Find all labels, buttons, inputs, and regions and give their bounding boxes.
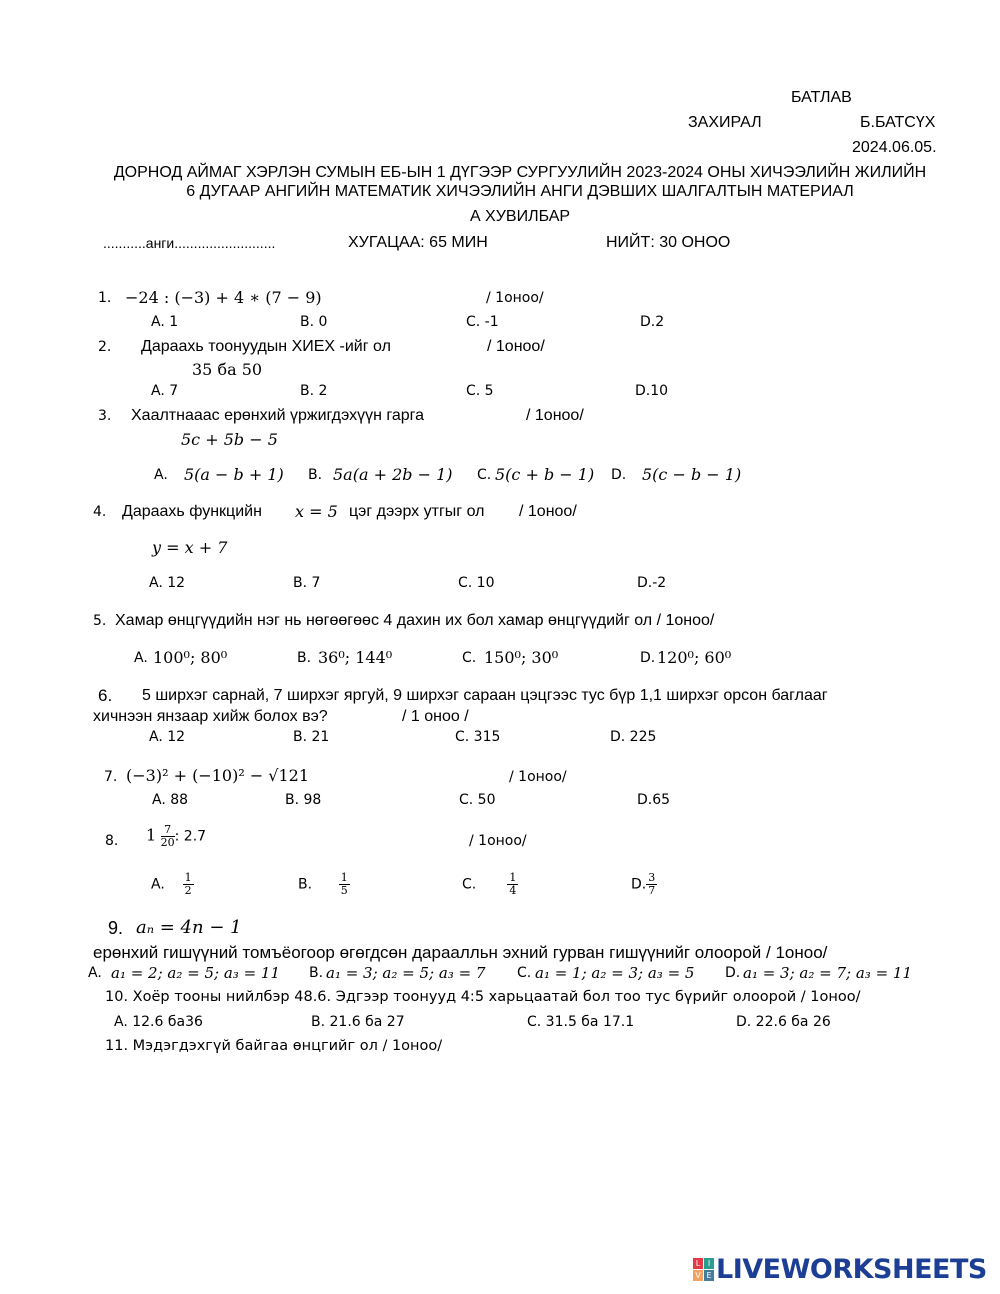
q8-option-c-top: 1: [509, 871, 517, 884]
q3-option-d[interactable]: 5(c − b − 1): [642, 465, 742, 484]
q6-text-2: хичнээн янзаар хийж болох вэ?: [93, 708, 328, 725]
q8-option-a[interactable]: [151, 872, 194, 897]
q7-points: / 1оноо/: [509, 769, 567, 785]
q6-option-b[interactable]: B. 21: [293, 729, 330, 745]
q4-text: Дараахь функцийн: [122, 503, 262, 520]
q9-option-d[interactable]: a₁ = 3; a₂ = 7; a₃ = 11: [743, 964, 912, 982]
q2-points: / 1оноо/: [487, 338, 545, 355]
q8-option-c-label: C.: [462, 876, 477, 893]
q8-option-d-label: D.: [631, 876, 647, 893]
q9-option-a-label[interactable]: A.: [88, 965, 102, 981]
q8-fraction-top: 7: [161, 824, 175, 837]
q8-fraction: [161, 824, 175, 849]
liveworksheets-logo[interactable]: [693, 1255, 987, 1283]
q2-text: Дараахь тоонуудын ХИЕХ -ийг ол: [141, 338, 391, 355]
title-line-2: 6 ДУГААР АНГИЙН МАТЕМАТИК ХИЧЭЭЛИЙН АНГИ ДЭВШИХ ШАЛГАЛТЫН МАТЕРИАЛ: [186, 183, 854, 200]
logo-text: LIVEWORKSHEETS: [716, 1253, 987, 1285]
q7-number: 7.: [104, 769, 118, 785]
q6-points: / 1 оноо /: [402, 708, 469, 725]
q9-option-c-label[interactable]: C.: [517, 965, 532, 981]
q8-option-b-bottom: 5: [340, 884, 348, 897]
q5-option-d[interactable]: 120⁰; 60⁰: [657, 648, 732, 667]
q4-option-d[interactable]: D.-2: [637, 575, 667, 591]
q7-option-d[interactable]: D.65: [637, 792, 671, 808]
total-points-label: НИЙТ: 30 ОНОО: [606, 234, 731, 251]
q9-option-b[interactable]: a₁ = 3; a₂ = 5; a₃ = 7: [326, 964, 486, 982]
q8-option-b[interactable]: [298, 872, 350, 897]
q4-number: 4.: [93, 504, 107, 520]
q2-option-c[interactable]: C. 5: [466, 383, 494, 399]
q9-option-d-label[interactable]: D.: [725, 965, 741, 981]
title-line-1: ДОРНОД АЙМАГ ХЭРЛЭН СУМЫН ЕБ-ЫН 1 ДҮГЭЭР СУРГУУЛИЙН 2023-2024 ОНЫ ХИЧЭЭЛИЙН ЖИЛИЙН: [113, 164, 927, 181]
q10-option-b[interactable]: B. 21.6 ба 27: [311, 1014, 405, 1030]
q7-expression: (−3)² + (−10)² − √121: [126, 766, 310, 785]
q8-option-d-fraction: [646, 872, 657, 897]
q5-option-c-label[interactable]: C.: [462, 650, 477, 666]
q8-fraction-bottom: 20: [160, 836, 175, 849]
q8-option-b-fraction: [339, 872, 350, 897]
q7-option-c[interactable]: C. 50: [459, 792, 496, 808]
q8-rest: : 2.7: [174, 828, 207, 845]
q7-option-a[interactable]: A. 88: [152, 792, 189, 808]
logo-mark-letter-e: E: [704, 1270, 714, 1281]
q6-number: 6.: [98, 686, 113, 705]
q7-option-b[interactable]: B. 98: [285, 792, 322, 808]
q5-option-c[interactable]: 150⁰; 30⁰: [484, 648, 559, 667]
q5-option-d-label[interactable]: D.: [640, 650, 656, 666]
q2-expression: 35 ба 50: [192, 360, 263, 379]
q5-option-b-label[interactable]: B.: [297, 650, 312, 666]
q9-formula: aₙ = 4n − 1: [136, 917, 242, 938]
q8-option-a-fraction: [183, 872, 194, 897]
q3-text: Хаалтнааас ерөнхий үржигдэхүүн гарга: [131, 407, 425, 424]
q11-text: 11. Мэдэгдэхгүй байгаа өнцгийг ол / 1оноо/: [105, 1038, 443, 1054]
q10-option-a[interactable]: A. 12.6 ба36: [114, 1014, 203, 1030]
q8-points: / 1оноо/: [469, 833, 527, 849]
q4-function: y = x + 7: [152, 538, 228, 557]
q5-option-a-label[interactable]: A.: [134, 650, 148, 666]
q8-option-d-bottom: 7: [648, 884, 656, 897]
approval-date: 2024.06.05.: [852, 139, 937, 156]
q3-option-c-label[interactable]: C.: [477, 467, 492, 483]
q3-option-b[interactable]: 5a(a + 2b − 1): [333, 465, 453, 484]
q8-option-b-top: 1: [340, 871, 348, 884]
q1-option-b[interactable]: B. 0: [300, 314, 328, 330]
q8-option-d[interactable]: [631, 872, 657, 897]
approve-label: БАТЛАВ: [791, 89, 852, 106]
q8-option-d-top: 3: [648, 871, 656, 884]
q1-option-a[interactable]: A. 1: [151, 314, 179, 330]
q4-option-c[interactable]: C. 10: [458, 575, 495, 591]
q10-option-d[interactable]: D. 22.6 ба 26: [736, 1014, 831, 1030]
q8-option-a-label: A.: [151, 876, 165, 893]
q5-option-a[interactable]: 100⁰; 80⁰: [153, 648, 228, 667]
q6-option-a[interactable]: A. 12: [149, 729, 186, 745]
q5-number: 5.: [93, 613, 107, 629]
logo-mark-letter-l: L: [693, 1258, 703, 1269]
q10-text: 10. Хоёр тооны нийлбэр 48.6. Эдгээр тоонууд 4:5 харьцаатай бол тоо тус бүрийг олоорой / 1оноо/: [105, 989, 861, 1005]
q3-option-c[interactable]: 5(c + b − 1): [495, 465, 595, 484]
q2-option-b[interactable]: B. 2: [300, 383, 328, 399]
q1-option-c[interactable]: C. -1: [466, 314, 499, 330]
q6-text-1: 5 ширхэг сарнай, 7 ширхэг яргуй, 9 ширхэг сараан цэцгээс тус бүр 1,1 ширхэг орсон баглааг: [142, 687, 828, 704]
logo-mark-icon: [693, 1258, 713, 1280]
logo-mark-letter-v: V: [693, 1270, 703, 1281]
q1-expression: −24 : (−3) + 4 ∗ (7 − 9): [125, 288, 322, 307]
q3-points: / 1оноо/: [526, 407, 584, 424]
q9-option-b-label[interactable]: B.: [309, 965, 324, 981]
q1-number: 1.: [98, 290, 112, 306]
q1-points: / 1оноо/: [486, 290, 544, 306]
director-label: ЗАХИРАЛ: [688, 114, 762, 131]
q3-option-d-label[interactable]: D.: [611, 467, 627, 483]
duration-label: ХУГАЦАА: 65 МИН: [348, 234, 488, 251]
q9-option-c[interactable]: a₁ = 1; a₂ = 3; a₃ = 5: [535, 964, 695, 982]
q3-option-a-label[interactable]: A.: [154, 467, 168, 483]
class-field[interactable]: ...........анги..........................: [103, 235, 276, 251]
q8-option-c-fraction: [507, 872, 518, 897]
q9-option-a[interactable]: a₁ = 2; a₂ = 5; a₃ = 11: [111, 964, 280, 982]
q8-option-c[interactable]: [462, 872, 518, 897]
q8-option-c-bottom: 4: [509, 884, 517, 897]
q4-variable: x = 5: [295, 502, 338, 521]
q6-option-c[interactable]: C. 315: [455, 729, 501, 745]
q3-number: 3.: [98, 408, 112, 424]
q6-option-d[interactable]: D. 225: [610, 729, 657, 745]
q8-expression: [146, 824, 206, 849]
q8-option-a-top: 1: [184, 871, 192, 884]
q9-number: 9.: [108, 918, 124, 938]
q8-option-b-label: B.: [298, 876, 313, 893]
q5-text: Хамар өнцгүүдийн нэг нь нөгөөгөөс 4 дахин их бол хамар өнцгүүдийг ол / 1оноо/: [115, 612, 715, 629]
q4-option-a[interactable]: A. 12: [149, 575, 186, 591]
q2-number: 2.: [98, 339, 112, 355]
q3-expression: 5c + 5b − 5: [181, 430, 278, 449]
q3-option-a[interactable]: 5(a − b + 1): [184, 465, 284, 484]
q4-option-b[interactable]: B. 7: [293, 575, 321, 591]
logo-mark-letter-i: I: [704, 1258, 714, 1269]
q4-text-2: цэг дээрх утгыг ол: [349, 503, 485, 520]
q10-option-c[interactable]: C. 31.5 ба 17.1: [527, 1014, 635, 1030]
q2-option-d[interactable]: D.10: [635, 383, 669, 399]
q4-points: / 1оноо/: [519, 503, 577, 520]
q3-option-b-label[interactable]: B.: [308, 467, 323, 483]
q8-whole: 1: [146, 825, 157, 845]
q8-option-a-bottom: 2: [184, 884, 192, 897]
q5-option-b[interactable]: 36⁰; 144⁰: [318, 648, 393, 667]
q8-number: 8.: [105, 833, 119, 849]
q2-option-a[interactable]: A. 7: [151, 383, 179, 399]
director-name: Б.БАТСҮХ: [860, 114, 936, 131]
q1-option-d[interactable]: D.2: [640, 314, 665, 330]
variant-label: А ХУВИЛБАР: [469, 208, 571, 225]
q9-text: ерөнхий гишүүний томъёогоор өгөгдсөн дараалльн эхний гурван гишүүнийг олоорой / 1оноо/: [93, 943, 828, 962]
